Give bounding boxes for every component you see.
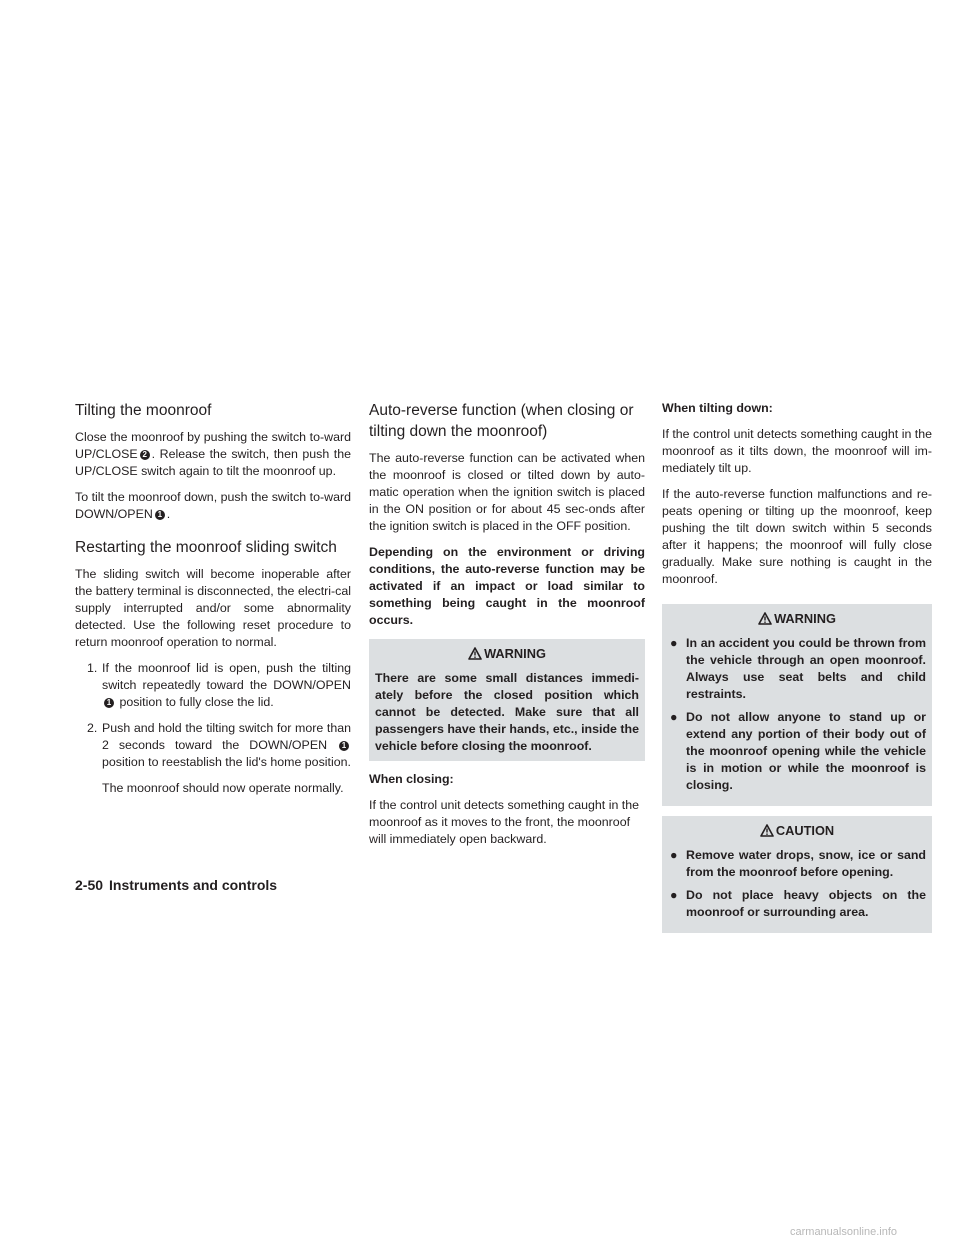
text: In an accident you could be thrown from the vehicle through an open moonroof. Always use seat belts and child restraints. bbox=[686, 636, 926, 701]
warning-triangle-icon bbox=[468, 647, 482, 660]
paragraph-tilt-up bbox=[75, 429, 351, 480]
heading-when-tilting-down: When tilting down: bbox=[662, 401, 773, 415]
section-title: Instruments and controls bbox=[109, 877, 278, 893]
caution-box bbox=[662, 816, 932, 933]
callout-1-icon: 1 bbox=[339, 741, 349, 751]
bullet-icon: ● bbox=[670, 710, 678, 724]
heading-tilting-moonroof: Tilting the moonroof bbox=[75, 402, 212, 419]
text: position to fully close the lid. bbox=[119, 695, 274, 709]
right-column bbox=[662, 400, 932, 943]
list-item bbox=[75, 660, 351, 711]
text: . bbox=[166, 507, 171, 521]
paragraph-when-closing: If the control unit detects something caught in the moonroof as it moves to the front, the moonroof will immediately open backward. bbox=[369, 798, 640, 846]
callout-2-icon: 2 bbox=[140, 450, 150, 460]
list-item bbox=[75, 720, 351, 771]
text: Do not place heavy objects on the moonroof or surrounding area. bbox=[686, 888, 926, 919]
paragraph-tilt-down bbox=[75, 489, 351, 523]
paragraph-tilting-down: If the control unit detects something caught in the moonroof as it tilts down, the moonroof will im-mediately tilt up. bbox=[662, 427, 933, 475]
paragraph-auto-reverse-bold: Depending on the environment or driving conditions, the auto-reverse function may be activated if an impact or load similar to something being caught in the moonroof occurs. bbox=[369, 545, 645, 627]
heading-when-closing: When closing: bbox=[369, 772, 454, 786]
middle-column bbox=[369, 400, 645, 857]
bullet-icon: ● bbox=[670, 848, 678, 862]
callout-1-icon: 1 bbox=[104, 698, 114, 708]
paragraph-reset-intro: The sliding switch will become inoperable after the battery terminal is disconnected, the electri-cal supply interrupted and/or some abnormality detected. Use the following reset procedure to return moonroof operation to normal. bbox=[75, 567, 351, 649]
caution-title: CAUTION bbox=[775, 823, 835, 838]
warning-item bbox=[668, 635, 926, 703]
warning-text: There are some small distances immedi-ately before the closed position which cannot be detected. Make sure that all passengers have their hands, etc., inside the vehicle before closing the moonroof. bbox=[375, 671, 639, 753]
list-number: 1. bbox=[87, 661, 98, 675]
paragraph-operate-normally: The moonroof should now operate normally. bbox=[102, 781, 344, 795]
text: position to reestablish the lid's home position. bbox=[102, 755, 351, 769]
page-number: 2-50 bbox=[75, 877, 104, 893]
bullet-icon: ● bbox=[670, 888, 678, 902]
paragraph-malfunction: If the auto-reverse function malfunctions and re-peats opening or tilting up the moonroof, keep pushing the tilt down switch within 5 seconds after it happens; the moonroof will fully close gradually. Make sure nothing is caught in the moonroof. bbox=[662, 487, 932, 586]
caution-header bbox=[668, 822, 926, 839]
caution-item bbox=[668, 847, 926, 881]
watermark: carmanualsonline.info bbox=[790, 1226, 898, 1238]
heading-auto-reverse: Auto-reverse function (when closing or tilting down the moonroof) bbox=[369, 402, 634, 440]
text: If the moonroof lid is open, push the tilting switch repeatedly toward the DOWN/OPEN bbox=[102, 661, 351, 692]
text: . Release the switch, then push the UP/CLOSE switch again to tilt the moonroof up. bbox=[75, 447, 351, 478]
page-footer bbox=[75, 877, 277, 893]
warning-title: WARNING bbox=[774, 611, 836, 626]
warning-triangle-icon bbox=[758, 612, 772, 625]
warning-header bbox=[668, 610, 926, 627]
callout-1-icon: 1 bbox=[155, 510, 165, 520]
paragraph-auto-reverse-intro: The auto-reverse function can be activated when the moonroof is closed or tilted down by auto-matic operation when the ignition switch is placed in the ON position or for about 45 sec-onds after the ignition switch is placed in the OFF position. bbox=[369, 451, 645, 533]
text: Do not allow anyone to stand up or extend any portion of their body out of the moonroof opening while the vehicle is in motion or while the moonroof is closing. bbox=[686, 710, 926, 792]
reset-steps-list bbox=[75, 660, 351, 771]
text: Close the moonroof by pushing the switch to-ward UP/CLOSE bbox=[75, 430, 351, 461]
text: Push and hold the tilting switch for more than 2 seconds toward the DOWN/OPEN bbox=[102, 721, 351, 752]
heading-restarting-switch: Restarting the moonroof sliding switch bbox=[75, 539, 337, 556]
warning-header bbox=[375, 645, 639, 662]
caution-triangle-icon bbox=[760, 824, 774, 837]
warning-item bbox=[668, 709, 926, 794]
left-column bbox=[75, 400, 351, 806]
text: To tilt the moonroof down, push the switch to-ward DOWN/OPEN bbox=[75, 490, 351, 521]
warning-box bbox=[662, 604, 932, 806]
warning-title: WARNING bbox=[484, 646, 546, 661]
warning-box bbox=[369, 639, 645, 761]
caution-item bbox=[668, 887, 926, 921]
list-number: 2. bbox=[87, 721, 98, 735]
text: Remove water drops, snow, ice or sand from the moonroof before opening. bbox=[686, 848, 926, 879]
bullet-icon: ● bbox=[670, 636, 678, 650]
